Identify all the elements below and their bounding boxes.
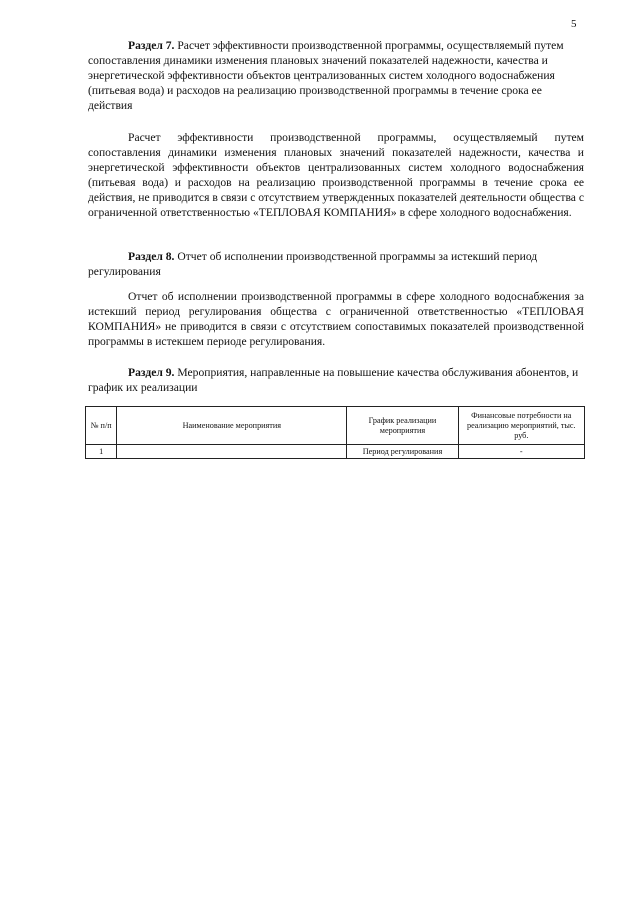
cell-finance: -	[458, 445, 584, 459]
section-7-label: Раздел 7.	[128, 39, 175, 52]
cell-schedule: Период регулирования	[347, 445, 458, 459]
header-name: Наименование мероприятия	[117, 407, 347, 445]
section-8-label: Раздел 8.	[128, 250, 175, 263]
table-header-row	[86, 407, 585, 445]
section-8-heading	[88, 249, 584, 279]
section-7-paragraph: Расчет эффективности производственной программы, осуществляемый путем сопоставления динамики изменения плановых значений показателей надежности, качества и энергетической эффективности объектов централизованных систем холодного водоснабжения (питьевая вода) и расходов на реализацию производственной программы в течение срока ее действия, не приводится в связи с отсутствием утвержденных показателей деятельности общества с ограниченной ответственностью «ТЕПЛОВАЯ КОМПАНИЯ» в сфере холодного водоснабжения.	[88, 131, 584, 219]
section-8-title: Отчет об исполнении производственной программы за истекший период регулирования	[88, 250, 538, 278]
section-9-label: Раздел 9.	[128, 366, 175, 379]
page-number: 5	[571, 18, 577, 30]
header-finance: Финансовые потребности на реализацию мероприятий, тыс. руб.	[458, 407, 584, 445]
section-9-title: Мероприятия, направленные на повышение качества обслуживания абонентов, и график их реализации	[88, 366, 579, 394]
header-num: № п/п	[86, 407, 117, 445]
cell-num: 1	[86, 445, 117, 459]
measures-table	[85, 406, 585, 459]
section-8-paragraph: Отчет об исполнении производственной программы в сфере холодного водоснабжения за истекший период регулирования общества с ограниченной ответственностью «ТЕПЛОВАЯ КОМПАНИЯ» не приводится в связи с отсутствием сопоставимых показателей производственной программы в истекшем периоде регулирования.	[88, 290, 584, 348]
cell-name	[117, 445, 347, 459]
section-9-heading	[88, 365, 584, 395]
section-7-heading	[88, 38, 584, 113]
section-7-title: Расчет эффективности производственной программы, осуществляемый путем сопоставления динамики изменения плановых значений показателей надежности, качества и энергетической эффективности объектов централизованных систем холодного водоснабжения (питьевая вода) и расходов на реализацию производственной программы в течение срока ее действия	[88, 39, 564, 112]
header-schedule: График реализации мероприятия	[347, 407, 458, 445]
table-row	[86, 445, 585, 459]
